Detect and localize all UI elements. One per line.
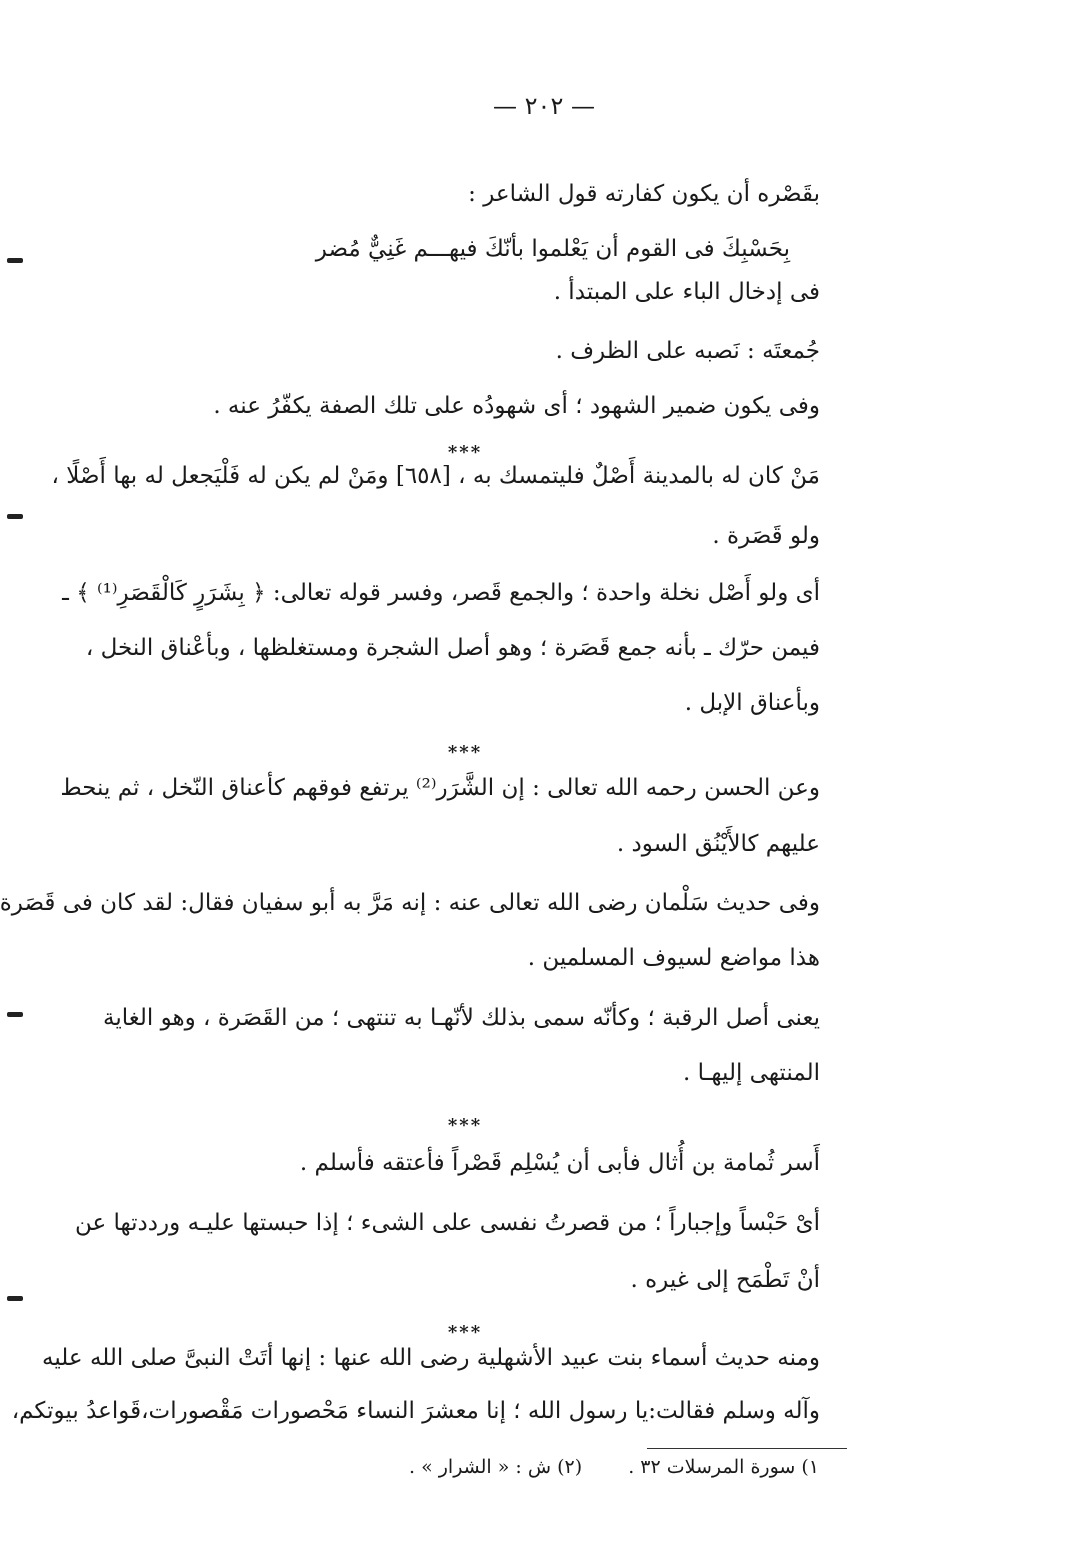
text-line: مَنْ كان له بالمدينة أَصْلٌ فليتمسك به ، [٦٥٨] ومَنْ لم يكن له فَلْيَجعل له بها أَصْلًا ، <box>51 463 820 489</box>
footnote-1: ١) سورة المرسلات ٣٢ . <box>628 1456 819 1478</box>
section-separator: *** <box>447 442 483 463</box>
text-line: فى إدخال الباء على المبتدأ . <box>553 279 820 305</box>
text-line: عليهم كالأَيْنُق السود . <box>616 831 820 857</box>
text-line: أىْ حَبْساً وإجباراً ؛ من قصرتُ نفسى على الشىء ؛ إذا حبستها عليـه ورددتها عن <box>75 1210 820 1236</box>
text-line: ولو قَصَرة . <box>712 523 820 549</box>
text-line: وفى يكون ضمير الشهود ؛ أى شهودُه على تلك الصفة يكفّرُ عنه . <box>213 393 820 419</box>
page-number: — ٢٠٢ — <box>493 92 595 120</box>
text-line: وآله وسلم فقالت:يا رسول الله ؛ إنا معشرَ النساء مَحْصورات مَقْصورات،قَواعدُ بيوتكم، <box>11 1398 820 1424</box>
text-line: جُمعتَه : نَصبه على الظرف . <box>555 338 820 364</box>
text-line: يعنى أصل الرقبة ؛ وكأنّه سمى بذلك لأنّهـا به تنتهى ؛ من القَصَرة ، وهو الغاية <box>103 1005 820 1031</box>
text-line: وفى حديث سَلْمان رضى الله تعالى عنه : إنه مَرَّ به أبو سفيان فقال: لقد كان فى قَصَرة <box>0 890 820 916</box>
verse-line: بِحَسْبِكَ فى القوم أن يَعْلموا بأنّكَ فيهـــم غَنِيٌّ مُضر <box>315 236 790 262</box>
footnotes <box>369 1456 819 1478</box>
text-line: فيمن حرّك ـ بأنه جمع قَصَرة ؛ وهو أصل الشجرة ومستغلظها ، وبأعْناق النخل ، <box>85 635 820 661</box>
text-line: أنْ تَطْمَح إلى غيره . <box>630 1267 820 1293</box>
text-line: بقَصْره أن يكون كفارته قول الشاعر : <box>468 181 820 207</box>
text-line: ومنه حديث أسماء بنت عبيد الأشهلية رضى الله عنها : إنها أتَتْ النبىَّ صلى الله عليه <box>42 1345 820 1371</box>
text-line: أى ولو أَصْل نخلة واحدة ؛ والجمع قَصر، وفسر قوله تعالى: ﴿ بِشَرَرٍ كَالْقَصَرِ⁽¹⁾ ﴾ ـ <box>62 580 820 606</box>
margin-mark <box>7 1012 23 1017</box>
section-separator: *** <box>447 1322 483 1343</box>
text-line: وعن الحسن رحمه الله تعالى : إن الشَّرَر⁽²⁾ يرتفع فوقهم كأعناق النّخل ، ثم ينحط <box>60 775 820 801</box>
text-line: المنتهى إليهـا . <box>683 1060 820 1086</box>
margin-mark <box>7 514 23 519</box>
text-line: أَسر ثُمامة بن أُثال فأبى أن يُسْلِم قَصْراً فأعتقه فأسلم . <box>299 1150 820 1176</box>
text-line: هذا مواضع لسيوف المسلمين . <box>527 945 820 971</box>
margin-mark <box>7 1296 23 1301</box>
section-separator: *** <box>447 742 483 763</box>
text-line: وبأعناق الإبل . <box>684 690 820 716</box>
margin-mark <box>7 258 23 263</box>
section-separator: *** <box>447 1115 483 1136</box>
footnote-2: (٢) ش : « الشرار » . <box>409 1456 583 1478</box>
footnote-divider <box>647 1448 847 1449</box>
